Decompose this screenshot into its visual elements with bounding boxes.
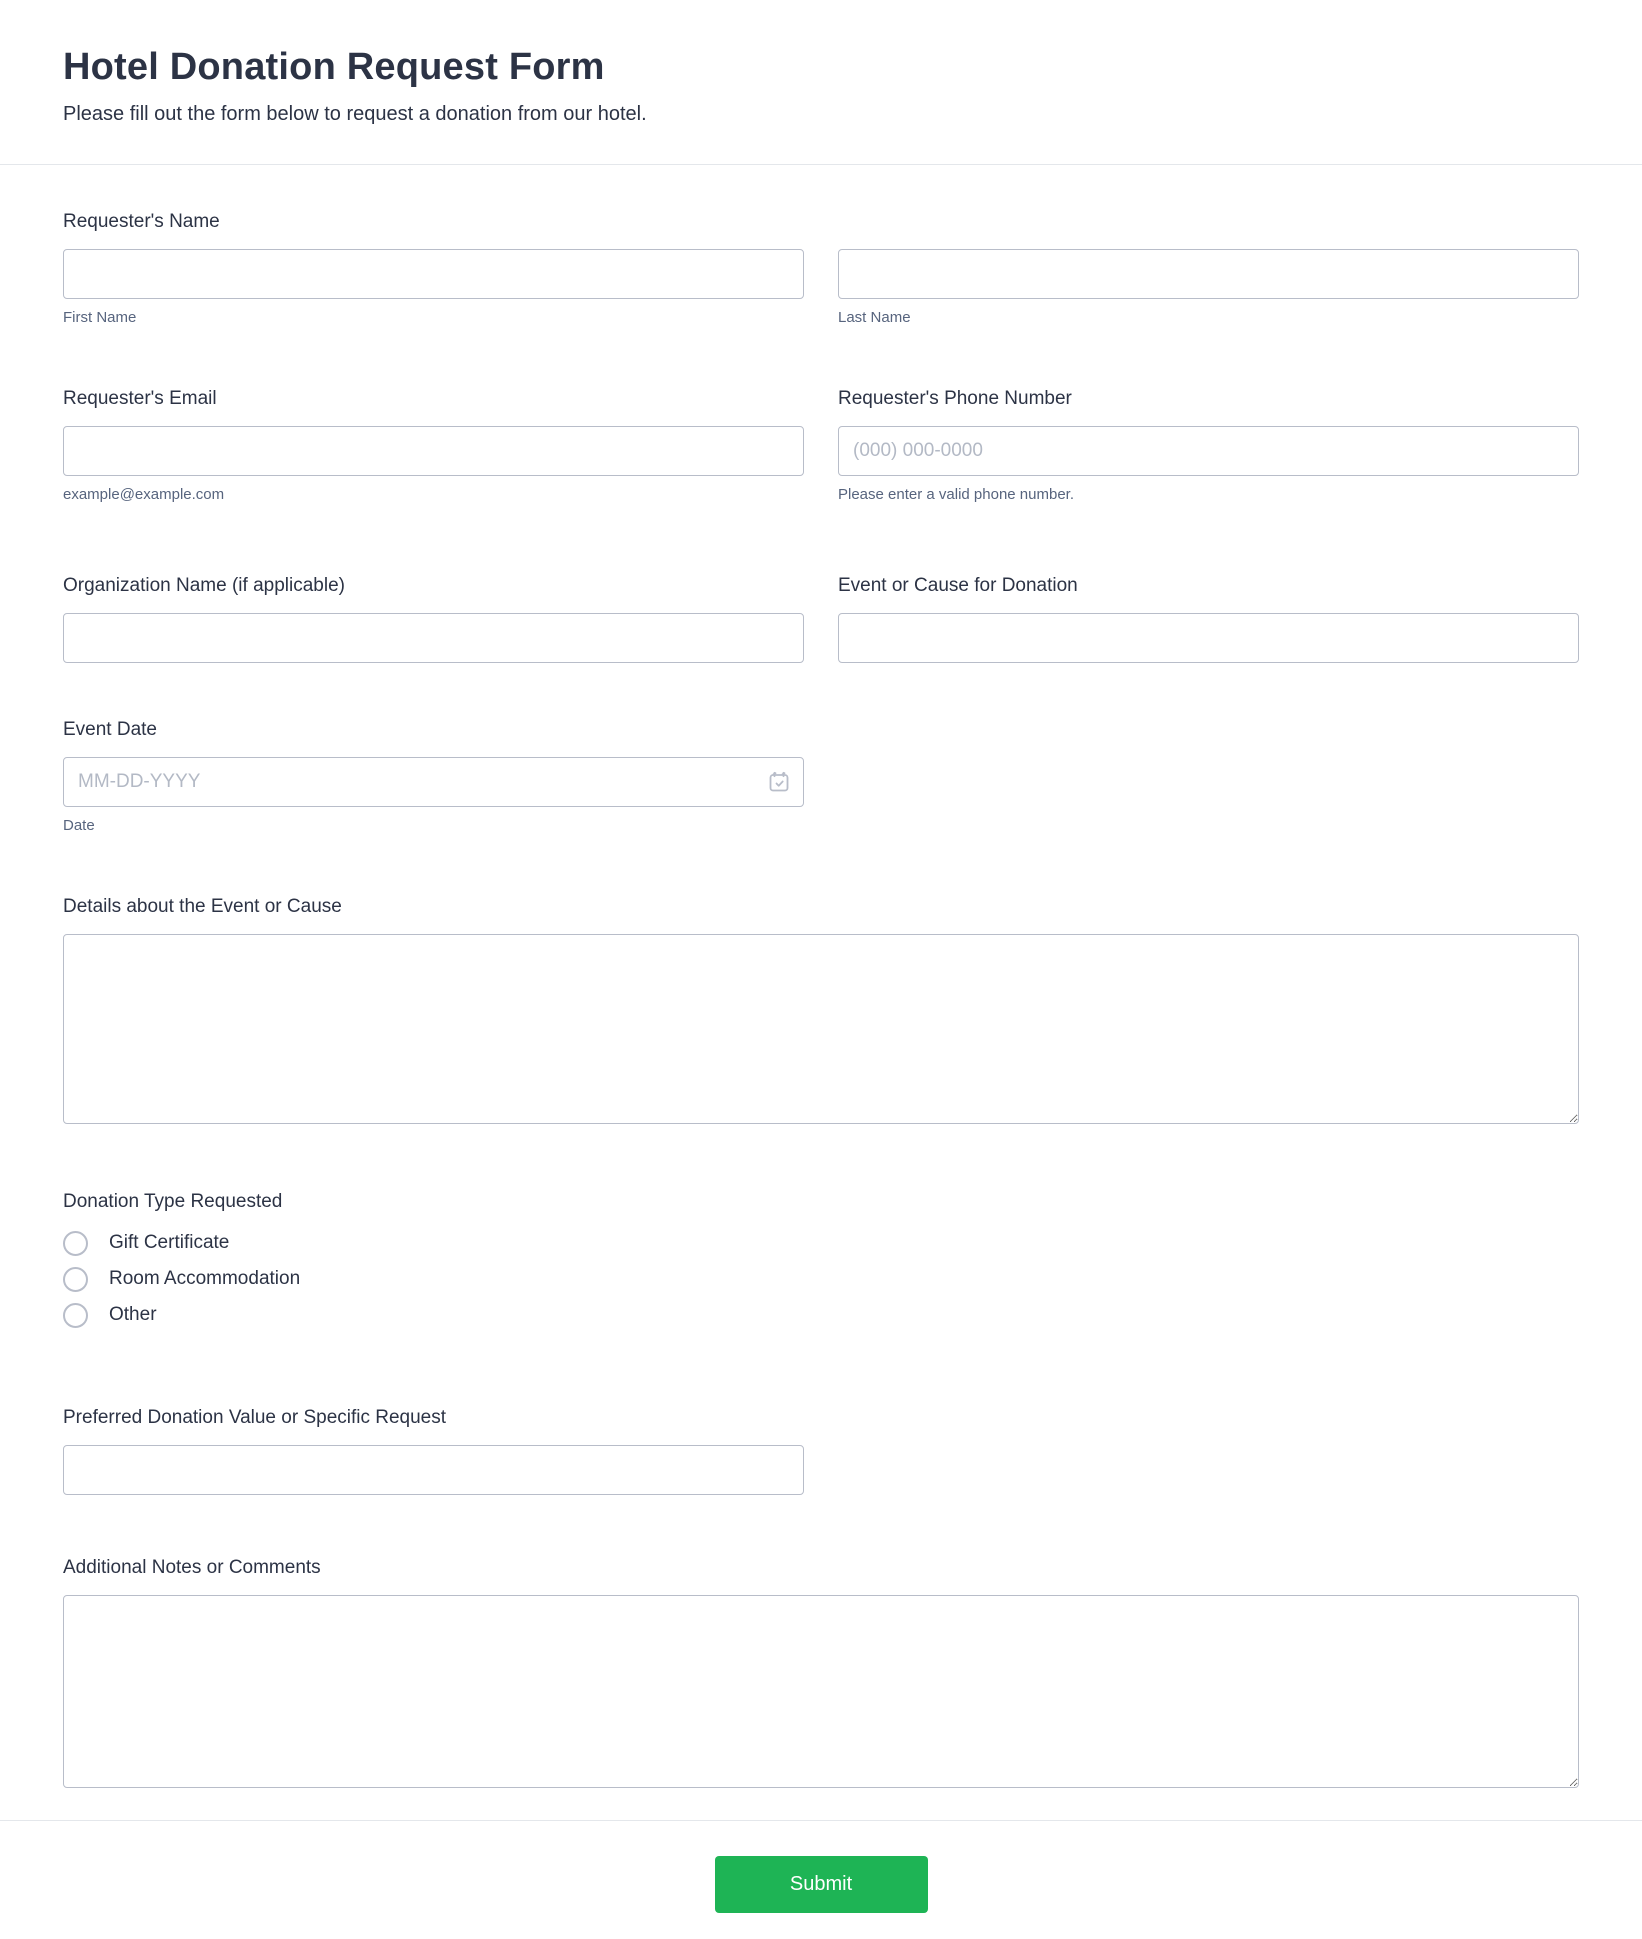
field-donation-type [63, 1191, 1579, 1333]
event-cause-label: Event or Cause for Donation [838, 575, 1078, 596]
first-name-sublabel: First Name [63, 309, 137, 326]
first-name-group [63, 249, 804, 326]
preferred-value-input[interactable] [63, 1445, 804, 1495]
radio-button-icon[interactable] [63, 1231, 88, 1256]
radio-option-label: Gift Certificate [109, 1232, 230, 1253]
field-preferred-value-row [63, 1407, 1579, 1495]
field-event-date [63, 719, 804, 834]
requester-email-label: Requester's Email [63, 388, 217, 409]
event-date-sublabel: Date [63, 817, 95, 834]
field-requester-phone [838, 388, 1579, 503]
email-input[interactable] [63, 426, 804, 476]
additional-notes-textarea[interactable] [63, 1595, 1579, 1788]
radio-option-other[interactable] [63, 1297, 1579, 1333]
preferred-value-row-spacer [838, 1407, 1579, 1495]
field-org-cause-row [63, 575, 1579, 663]
preferred-value-label: Preferred Donation Value or Specific Request [63, 1407, 447, 1428]
event-date-input[interactable] [63, 757, 804, 807]
field-email-phone-row [63, 388, 1579, 503]
radio-option-room-accommodation[interactable] [63, 1261, 1579, 1297]
form-footer [0, 1820, 1642, 1913]
donation-type-label: Donation Type Requested [63, 1191, 283, 1212]
phone-hint: Please enter a valid phone number. [838, 486, 1074, 503]
additional-notes-label: Additional Notes or Comments [63, 1557, 321, 1578]
last-name-input[interactable] [838, 249, 1579, 299]
form-body [0, 211, 1642, 1793]
field-preferred-value [63, 1407, 804, 1495]
requester-name-label: Requester's Name [63, 211, 220, 232]
header-divider [0, 164, 1642, 165]
field-requester-name [63, 211, 1579, 326]
details-label: Details about the Event or Cause [63, 896, 342, 917]
last-name-sublabel: Last Name [838, 309, 911, 326]
field-event-cause [838, 575, 1579, 663]
submit-button[interactable]: Submit [715, 1856, 928, 1913]
requester-phone-label: Requester's Phone Number [838, 388, 1072, 409]
last-name-group [838, 249, 1579, 326]
field-event-date-row [63, 719, 1579, 834]
event-date-label: Event Date [63, 719, 157, 740]
form-header [0, 0, 1642, 164]
first-name-input[interactable] [63, 249, 804, 299]
organization-name-label: Organization Name (if applicable) [63, 575, 345, 596]
event-cause-input[interactable] [838, 613, 1579, 663]
email-hint: example@example.com [63, 486, 225, 503]
radio-button-icon[interactable] [63, 1303, 88, 1328]
calendar-check-icon[interactable] [767, 770, 791, 794]
field-details [63, 896, 1579, 1129]
date-input-wrapper [63, 757, 804, 807]
phone-input[interactable] [838, 426, 1579, 476]
event-date-row-spacer [838, 719, 1579, 834]
field-requester-email [63, 388, 804, 503]
page-subtitle: Please fill out the form below to request a donation from our hotel. [63, 103, 647, 125]
radio-option-label: Room Accommodation [109, 1268, 301, 1289]
radio-button-icon[interactable] [63, 1267, 88, 1292]
donation-type-radio-group [63, 1225, 1579, 1333]
page-title: Hotel Donation Request Form [63, 46, 605, 88]
radio-option-gift-certificate[interactable] [63, 1225, 1579, 1261]
organization-name-input[interactable] [63, 613, 804, 663]
field-additional-notes [63, 1557, 1579, 1793]
radio-option-label: Other [109, 1304, 157, 1325]
details-textarea[interactable] [63, 934, 1579, 1124]
field-organization-name [63, 575, 804, 663]
